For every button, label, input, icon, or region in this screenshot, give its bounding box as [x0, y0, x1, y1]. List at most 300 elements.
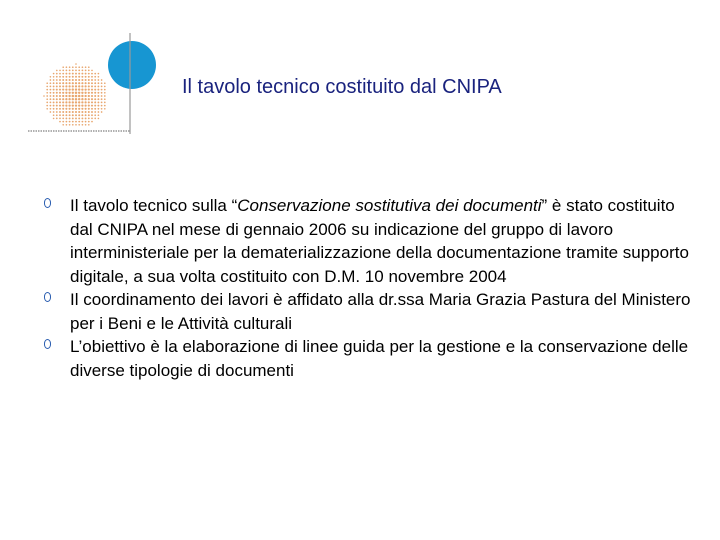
- logo-dot: [78, 79, 80, 81]
- logo-dot: [75, 85, 77, 87]
- logo-dot: [72, 66, 74, 68]
- logo-dot: [84, 88, 86, 90]
- logo-dot: [75, 82, 77, 84]
- logo-dot: [50, 98, 52, 100]
- logo-dot: [53, 105, 55, 107]
- logo-dot: [50, 102, 52, 104]
- logo-dot: [91, 76, 93, 78]
- logo-dot: [65, 92, 67, 94]
- logo-dot: [75, 117, 77, 119]
- logo-dot: [62, 121, 64, 123]
- logo-dot: [66, 124, 68, 126]
- logo-dot: [65, 105, 67, 107]
- logo-dot: [46, 89, 48, 91]
- logo-dot: [97, 105, 99, 107]
- logo-dot: [59, 89, 61, 91]
- logo-dot: [78, 92, 80, 94]
- logo-dot: [94, 111, 96, 113]
- logo-dot: [65, 117, 67, 119]
- logo-dot: [78, 114, 80, 116]
- bullet-item: [44, 335, 694, 382]
- bullet-item: [44, 288, 694, 335]
- logo-dot: [104, 89, 106, 91]
- logo-dot: [98, 114, 100, 116]
- logo-dot: [85, 76, 87, 78]
- logo-dot: [101, 111, 103, 113]
- logo-dot: [53, 114, 55, 116]
- logo-dot: [101, 86, 103, 88]
- logo-dot: [53, 73, 55, 75]
- logo-dot: [62, 76, 64, 78]
- logo-dot: [94, 95, 96, 97]
- logo-dot: [91, 82, 93, 84]
- logo-dot: [91, 118, 93, 120]
- logo-dot: [50, 86, 52, 88]
- logo-dot: [94, 85, 96, 87]
- logo-dot: [59, 121, 61, 123]
- logo-dot: [91, 92, 93, 94]
- logo-dot: [91, 114, 93, 116]
- logo-dot: [72, 124, 74, 126]
- logo-dot: [97, 98, 99, 100]
- logo-dot: [78, 98, 80, 100]
- logo-dot: [50, 105, 52, 107]
- logo-dot: [104, 105, 106, 107]
- logo-dot: [75, 92, 78, 95]
- logo-dot: [62, 98, 64, 100]
- logo-dot: [91, 89, 93, 91]
- logo-dot: [62, 79, 64, 81]
- logo-dot: [78, 88, 80, 90]
- logo-dot: [88, 73, 90, 75]
- logo-dot: [78, 117, 80, 119]
- logo-dot: [91, 85, 93, 87]
- logo-dot: [98, 76, 100, 78]
- logo-dot: [85, 121, 87, 123]
- logo-dot: [97, 85, 99, 87]
- logo-dot: [66, 121, 68, 123]
- logo-dot: [94, 98, 96, 100]
- logo-dot: [94, 82, 96, 84]
- logo-dot: [88, 76, 90, 78]
- logo-dot: [53, 118, 55, 120]
- logo-dot: [72, 88, 74, 90]
- logo-dot: [81, 111, 83, 113]
- logo-dot: [91, 105, 93, 107]
- logo-dot: [69, 114, 71, 116]
- logo-dot: [88, 124, 90, 126]
- logo-dot: [50, 79, 52, 81]
- logo-dot: [59, 82, 61, 84]
- logo-dot: [101, 95, 103, 97]
- logo-dot: [59, 101, 61, 103]
- logo-dot: [69, 121, 71, 123]
- logo-dot: [72, 108, 74, 110]
- logo-dot: [50, 108, 52, 110]
- logo-dot: [68, 98, 70, 100]
- logo-dot: [101, 108, 103, 110]
- logo-dot: [81, 76, 83, 78]
- logo-dot: [75, 101, 77, 103]
- logo-dot: [62, 111, 64, 113]
- logo-dot: [82, 124, 84, 126]
- logo-dot: [88, 66, 90, 68]
- logo-dot: [46, 105, 48, 107]
- logo-dot: [101, 79, 103, 81]
- logo-dot: [72, 121, 74, 123]
- logo-dot: [72, 101, 74, 103]
- logo-dot: [62, 118, 64, 120]
- logo-dot: [65, 98, 67, 100]
- logo-dot: [94, 73, 96, 75]
- logo-dot: [78, 73, 80, 75]
- logo-dot: [72, 70, 74, 72]
- logo-dot: [75, 95, 78, 98]
- logo-dot: [65, 73, 67, 75]
- logo-dot: [56, 76, 58, 78]
- logo-dot: [59, 108, 61, 110]
- logo-dot: [53, 98, 55, 100]
- logo-dot: [88, 95, 90, 97]
- logo-dot: [82, 66, 84, 68]
- logo-dot: [85, 82, 87, 84]
- logo-dot: [59, 114, 61, 116]
- logo-dot: [46, 86, 48, 88]
- logo-dot: [78, 111, 80, 113]
- logo-dot: [65, 111, 67, 113]
- logo-dot: [85, 114, 87, 116]
- logo-dot: [53, 79, 55, 81]
- logo-dot: [88, 121, 90, 123]
- logo-dot: [75, 111, 77, 113]
- logo-dot: [50, 89, 52, 91]
- italic-title: Conservazione sostitutiva dei documenti: [237, 196, 542, 215]
- logo-dot: [101, 105, 103, 107]
- logo-dot: [69, 124, 71, 126]
- logo-dot: [56, 114, 58, 116]
- logo-dot: [72, 79, 74, 81]
- logo-dot: [91, 108, 93, 110]
- logo-dot: [56, 95, 58, 97]
- logo-dot: [50, 95, 52, 97]
- logo-dot: [56, 79, 58, 81]
- logo-dot: [65, 88, 67, 90]
- logo-dot: [104, 98, 106, 100]
- logo-dot: [94, 92, 96, 94]
- logo-dot: [56, 118, 58, 120]
- logo-dot: [65, 82, 67, 84]
- logo-dot: [98, 73, 100, 75]
- logo-dot: [53, 82, 55, 84]
- logo-dot: [88, 82, 90, 84]
- logo-dot: [101, 98, 103, 100]
- logo-dot: [53, 108, 55, 110]
- logo-dot: [91, 101, 93, 103]
- logo-dot: [101, 82, 103, 84]
- logo-dot: [50, 92, 52, 94]
- logo-dot: [104, 95, 106, 97]
- logo-dot: [84, 98, 86, 100]
- logo-dot: [94, 89, 96, 91]
- logo-dot: [88, 70, 90, 72]
- logo-dot: [62, 89, 64, 91]
- logo-dot: [46, 98, 48, 100]
- logo-dot: [81, 101, 83, 103]
- logo-dot: [46, 82, 48, 84]
- logo-dot: [85, 70, 87, 72]
- logo-dot: [81, 82, 83, 84]
- logo-dot: [65, 79, 67, 81]
- logo-dot: [46, 92, 48, 94]
- logo-dot: [59, 85, 61, 87]
- logo-dot: [81, 73, 83, 75]
- logo-dot: [81, 117, 83, 119]
- logo-dot: [98, 82, 100, 84]
- logo-dot: [62, 73, 64, 75]
- logo-dot: [82, 121, 84, 123]
- logo-dot: [72, 73, 74, 75]
- logo-dot: [62, 95, 64, 97]
- logo-dot: [56, 70, 58, 72]
- logo-dot: [46, 102, 48, 104]
- logo-dot: [62, 66, 64, 68]
- logo-graphic: [26, 30, 166, 140]
- logo-dot: [65, 85, 67, 87]
- logo-dot: [101, 102, 103, 104]
- logo-dot: [62, 92, 64, 94]
- logo-dot: [56, 108, 58, 110]
- bullet-marker: [44, 198, 51, 208]
- logo-dot: [68, 101, 70, 103]
- logo-dot: [75, 114, 77, 116]
- logo-dot: [75, 108, 77, 110]
- logo-dot: [78, 82, 80, 84]
- logo-dot: [85, 124, 87, 126]
- logo-dot: [78, 101, 80, 103]
- logo-dot: [78, 70, 80, 72]
- logo-dot: [91, 95, 93, 97]
- logo-dot: [78, 108, 80, 110]
- logo-dot: [94, 108, 96, 110]
- logo-dot: [72, 85, 74, 87]
- logo-dot: [69, 70, 71, 72]
- logo-dot: [59, 92, 61, 94]
- logo-dot: [88, 108, 90, 110]
- logo-dot: [72, 82, 74, 84]
- logo-dot: [72, 117, 74, 119]
- logo-dot: [53, 76, 55, 78]
- logo-dot: [81, 104, 83, 106]
- logo-dot: [46, 95, 48, 97]
- logo-dot: [88, 85, 90, 87]
- logo-dot: [50, 76, 52, 78]
- logo-dot: [50, 82, 52, 84]
- logo-dot: [78, 85, 80, 87]
- logo-dot: [59, 95, 61, 97]
- logo-dot: [75, 76, 77, 78]
- logo-dot: [59, 70, 61, 72]
- logo-dot: [104, 92, 106, 94]
- bullet-list: [44, 194, 694, 382]
- logo-dot: [75, 124, 77, 126]
- logo-dot: [50, 111, 52, 113]
- logo-dot: [94, 79, 96, 81]
- logo-dot: [75, 63, 77, 65]
- logo-dot: [62, 101, 64, 103]
- logo-dot: [78, 95, 81, 98]
- logo-dot: [66, 66, 68, 68]
- bullet-marker: [44, 339, 51, 349]
- logo-dot-cluster: [43, 63, 105, 125]
- logo-dot: [85, 79, 87, 81]
- logo-dot: [72, 104, 74, 106]
- logo-dot: [68, 104, 70, 106]
- logo-dot: [56, 92, 58, 94]
- logo-dot: [69, 79, 71, 81]
- logo-dot: [85, 108, 87, 110]
- logo-dot: [85, 111, 87, 113]
- logo-dot: [59, 79, 61, 81]
- logo-dot: [85, 105, 87, 107]
- logo-dot: [88, 79, 90, 81]
- logo-dot: [78, 121, 80, 123]
- logo-dot: [91, 79, 93, 81]
- bullet-text: L’obiettivo è la elaborazione di linee guida per la gestione e la conservazione delle diverse tipologie di documenti: [70, 337, 689, 380]
- logo-dot: [56, 105, 58, 107]
- logo-dot: [91, 70, 93, 72]
- logo-dot: [75, 70, 77, 72]
- logo-dot: [56, 101, 58, 103]
- logo-dot: [62, 70, 64, 72]
- logo-dot: [91, 121, 93, 123]
- logo-dot: [88, 101, 90, 103]
- logo-dot: [69, 76, 71, 78]
- logo-dot: [43, 95, 45, 97]
- logo-dot: [69, 111, 71, 113]
- logo-dot: [56, 85, 58, 87]
- logo-dot: [91, 111, 93, 113]
- logo-dot: [98, 108, 100, 110]
- logo-dot: [104, 86, 106, 88]
- logo-dot: [94, 105, 96, 107]
- logo-dot: [91, 73, 93, 75]
- logo-dot: [101, 89, 103, 91]
- logo-dot: [81, 85, 83, 87]
- logo-dot: [68, 95, 70, 97]
- logo-dot: [66, 70, 68, 72]
- logo-dot: [46, 108, 48, 110]
- logo-dot: [81, 79, 83, 81]
- logo-dot: [78, 76, 80, 78]
- logo-dot: [69, 66, 71, 68]
- logo-dot: [56, 73, 58, 75]
- logo-dot: [56, 98, 58, 100]
- logo-dot: [56, 111, 58, 113]
- logo-dot: [68, 88, 70, 90]
- logo-dot: [72, 111, 74, 113]
- bullet-text: Il tavolo tecnico sulla “Conservazione sostitutiva dei documenti” è stato costituito dal CNIPA nel mese di gennaio 2006 su indicazione del gruppo di lavoro interministeriale per la dematerializzazione della documentazione tramite supporto digitale, a sua volta costituito con D.M. 10 novembre 2004: [70, 196, 689, 286]
- logo-dot: [85, 66, 87, 68]
- logo-dot: [104, 102, 106, 104]
- logo-dot: [85, 117, 87, 119]
- logo-dot: [65, 95, 67, 97]
- logo-dot: [84, 95, 86, 97]
- logo-dot: [85, 73, 87, 75]
- logo-dot: [53, 89, 55, 91]
- logo-dot: [81, 98, 83, 100]
- logo-dot: [72, 114, 74, 116]
- logo-dot: [62, 82, 64, 84]
- logo-dot: [81, 92, 83, 94]
- logo-dot: [94, 114, 96, 116]
- logo-dot: [97, 101, 99, 103]
- logo-dot: [88, 114, 90, 116]
- logo-dot: [101, 92, 103, 94]
- logo-dot: [94, 76, 96, 78]
- logo-dot: [82, 70, 84, 72]
- logo-dot: [94, 118, 96, 120]
- logo-blue-circle: [108, 41, 156, 89]
- logo-dot: [84, 92, 86, 94]
- logo-dot: [68, 85, 70, 87]
- logo-dot: [104, 82, 106, 84]
- logo-dot: [84, 101, 86, 103]
- logo-dot: [75, 88, 77, 90]
- logo-dot: [81, 114, 83, 116]
- slide-title: Il tavolo tecnico costituito dal CNIPA: [182, 76, 502, 98]
- logo-dot: [69, 82, 71, 84]
- logo-dot: [69, 73, 71, 75]
- bullet-text: Il coordinamento dei lavori è affidato alla dr.ssa Maria Grazia Pastura del Ministero per i Beni e le Attività culturali: [70, 290, 691, 333]
- logo-dot: [88, 111, 90, 113]
- logo-dot: [59, 105, 61, 107]
- logo-dot: [62, 114, 64, 116]
- logo-dot: [65, 101, 67, 103]
- logo-dot: [81, 95, 83, 97]
- logo-dot: [97, 92, 99, 94]
- logo-dot: [97, 95, 99, 97]
- logo-dot: [88, 92, 90, 94]
- logo-dot: [81, 108, 83, 110]
- logo-dot: [85, 85, 87, 87]
- logo-dot: [81, 88, 83, 90]
- logo-dot: [53, 92, 55, 94]
- logo-dot: [53, 101, 55, 103]
- logo-dot: [56, 89, 58, 91]
- logo-dot: [56, 82, 58, 84]
- logo-dot: [53, 111, 55, 113]
- logo-dot: [72, 92, 74, 94]
- logo-dot: [62, 85, 64, 87]
- logo-dot: [62, 105, 64, 107]
- logo-dot: [75, 104, 77, 106]
- logo-dot: [53, 85, 55, 87]
- logo-dot: [69, 117, 71, 119]
- logo-dot: [72, 98, 74, 100]
- logo-dot: [59, 76, 61, 78]
- logo-dot: [59, 118, 61, 120]
- logo-dot: [94, 101, 96, 103]
- logo-dot: [65, 114, 67, 116]
- cnipa-logo: [26, 30, 166, 140]
- logo-dot: [78, 66, 80, 68]
- logo-dot: [104, 108, 106, 110]
- logo-dot: [59, 111, 61, 113]
- logo-dot: [62, 108, 64, 110]
- logo-dot: [97, 89, 99, 91]
- logo-dot: [98, 118, 100, 120]
- logo-dot: [65, 76, 67, 78]
